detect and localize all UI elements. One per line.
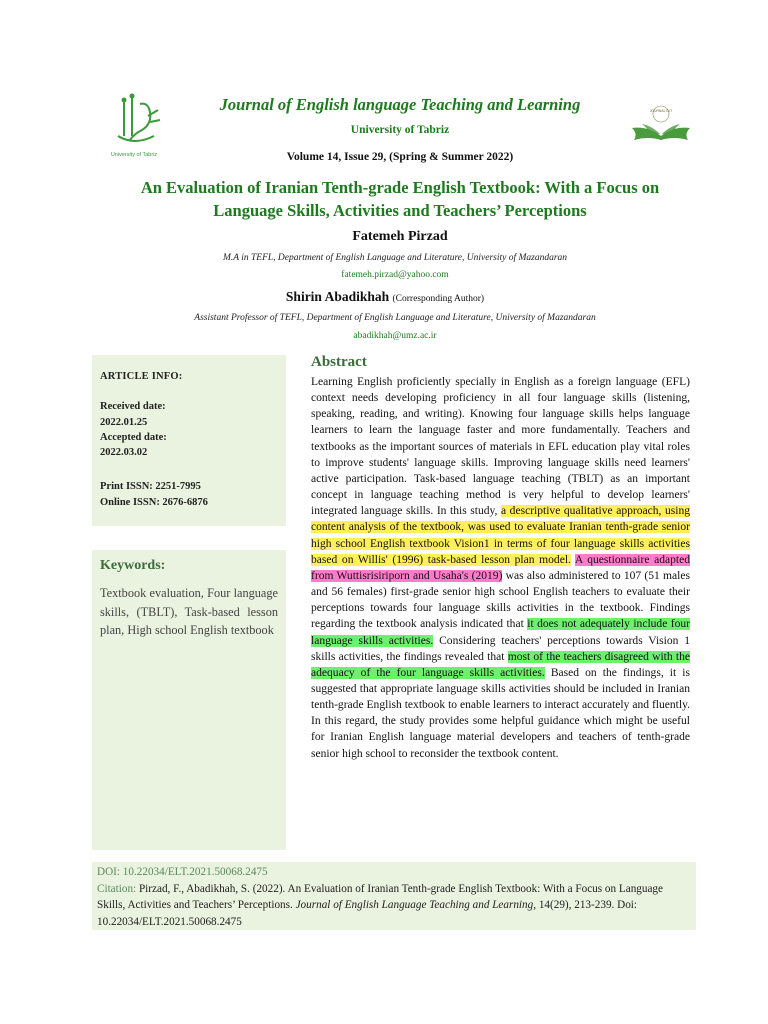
received-date: 2022.01.25 — [100, 416, 148, 428]
author-2-role: (Corresponding Author) — [392, 294, 485, 304]
author-2-affiliation: Assistant Professor of TEFL, Department of English Language and Literature, University of Mazandaran — [194, 313, 596, 323]
svg-text:JOURNAL ELT: JOURNAL ELT — [649, 109, 673, 113]
keywords-text: Textbook evaluation, Four language skills, (TBLT), Task-based lesson plan, High school English textbook — [100, 586, 278, 638]
author-2-name: Shirin Abadikhah — [285, 289, 390, 304]
abstract-text: Considering teachers' perceptions towards Vision 1 skills activities, the findings revealed that — [311, 634, 691, 663]
volume-issue: Volume 14, Issue 29, (Spring & Summer 2022) — [286, 151, 514, 163]
abstract-text: was also administered to 107 (51 males and 56 females) first-grade senior high school English teachers to evaluate their perceptions towards four language skills activities in the textbook. Findings regarding the textbook analysis indicated that — [311, 569, 690, 631]
keywords-panel — [92, 550, 286, 850]
abstract-body — [311, 374, 690, 762]
paper-title-line-2: Language Skills, Activities and Teachers’ Perceptions — [213, 201, 587, 220]
abstract-highlight-finding-1: it does not adequately include four language skills activities. — [311, 618, 690, 647]
doi[interactable]: DOI: 10.22034/ELT.2021.50068.2475 — [97, 866, 268, 878]
author-1-name: Fatemeh Pirzad — [352, 229, 448, 244]
keywords-heading: Keywords: — [100, 558, 166, 573]
svg-text:University of Tabriz: University of Tabriz — [110, 152, 158, 158]
accepted-date-label: Accepted date: — [100, 431, 167, 443]
abstract-heading: Abstract — [311, 354, 367, 370]
doi-citation-panel — [92, 862, 696, 930]
abstract-text: Based on the findings, it is suggested that appropriate language skills activities should be included in Iranian tenth-grade English textbook to enable learners to interact accurately and fluently. In this regard, the study provides some helpful guidance which might be useful for Iranian English language material developers and teachers of tenth-grade senior high school to reconsider the textbook content. — [311, 666, 690, 760]
author-2 — [0, 289, 768, 305]
abstract-text: Learning English proficiently specially in English as a foreign language (EFL) context needs developing proficiency in all four language skills (listening, speaking, reading, and writing). Knowing four language skills helps language learners to learn the language faster and more fundamentally. Teachers and textbooks as the important sources of materials in EFL education play vital roles to improve students' language skills. Improving language skills need learners' active participation. Task-based language teaching (TBLT) as an important concept in language teaching method is very helpful to develop learners' integrated language skills. In this study, — [311, 376, 690, 518]
received-date-label: Received date: — [100, 401, 166, 413]
paper-title — [130, 176, 670, 222]
accepted-date: 2022.03.02 — [100, 447, 148, 459]
article-info-label: ARTICLE INFO: — [100, 371, 183, 382]
abstract-highlight-finding-2: most of the teachers disagreed with the adequacy of the four language skills activities. — [311, 650, 690, 679]
citation — [97, 881, 691, 931]
citation-tail: 14(29), 213-239. Doi: 10.22034/ELT.2021.50068.2475 — [97, 899, 638, 928]
citation-label: Citation: — [97, 882, 137, 895]
article-info-panel — [92, 355, 286, 526]
abstract-highlight-questionnaire: A questionnaire adapted from Wuttisrisiriporn and Usaha's (2019) — [311, 553, 690, 582]
author-2-email[interactable]: abadikhah@umz.ac.ir — [353, 331, 437, 341]
paper-title-line-1: An Evaluation of Iranian Tenth-grade English Textbook: With a Focus on — [140, 178, 660, 197]
abstract-highlight-method: a descriptive qualitative approach, using content analysis of the textbook, was used to evaluate Iranian tenth-grade senior high school English textbook Vision1 in terms of four language skills activities based on Willis' (1996) task-based lesson plan model. — [311, 505, 690, 566]
author-1-email[interactable]: fatemeh.pirzad@yahoo.com — [341, 270, 449, 280]
citation-journal: Journal of English Language Teaching and Learning, — [295, 899, 537, 911]
print-issn: Print ISSN: 2251-7995 — [100, 481, 201, 493]
online-issn: Online ISSN: 2676-6876 — [100, 496, 208, 508]
citation-text: Pirzad, F., Abadikhah, S. (2022). An Evaluation of Iranian Tenth-grade English Textbook: With a Focus on Language Skills, Activities and Teachers’ Perceptions. — [97, 882, 663, 911]
journal-title: Journal of English language Teaching and Learning — [219, 95, 581, 114]
author-1-affiliation: M.A in TEFL, Department of English Language and Literature, University of Mazandaran — [222, 253, 568, 263]
university-name: University of Tabriz — [350, 124, 450, 136]
